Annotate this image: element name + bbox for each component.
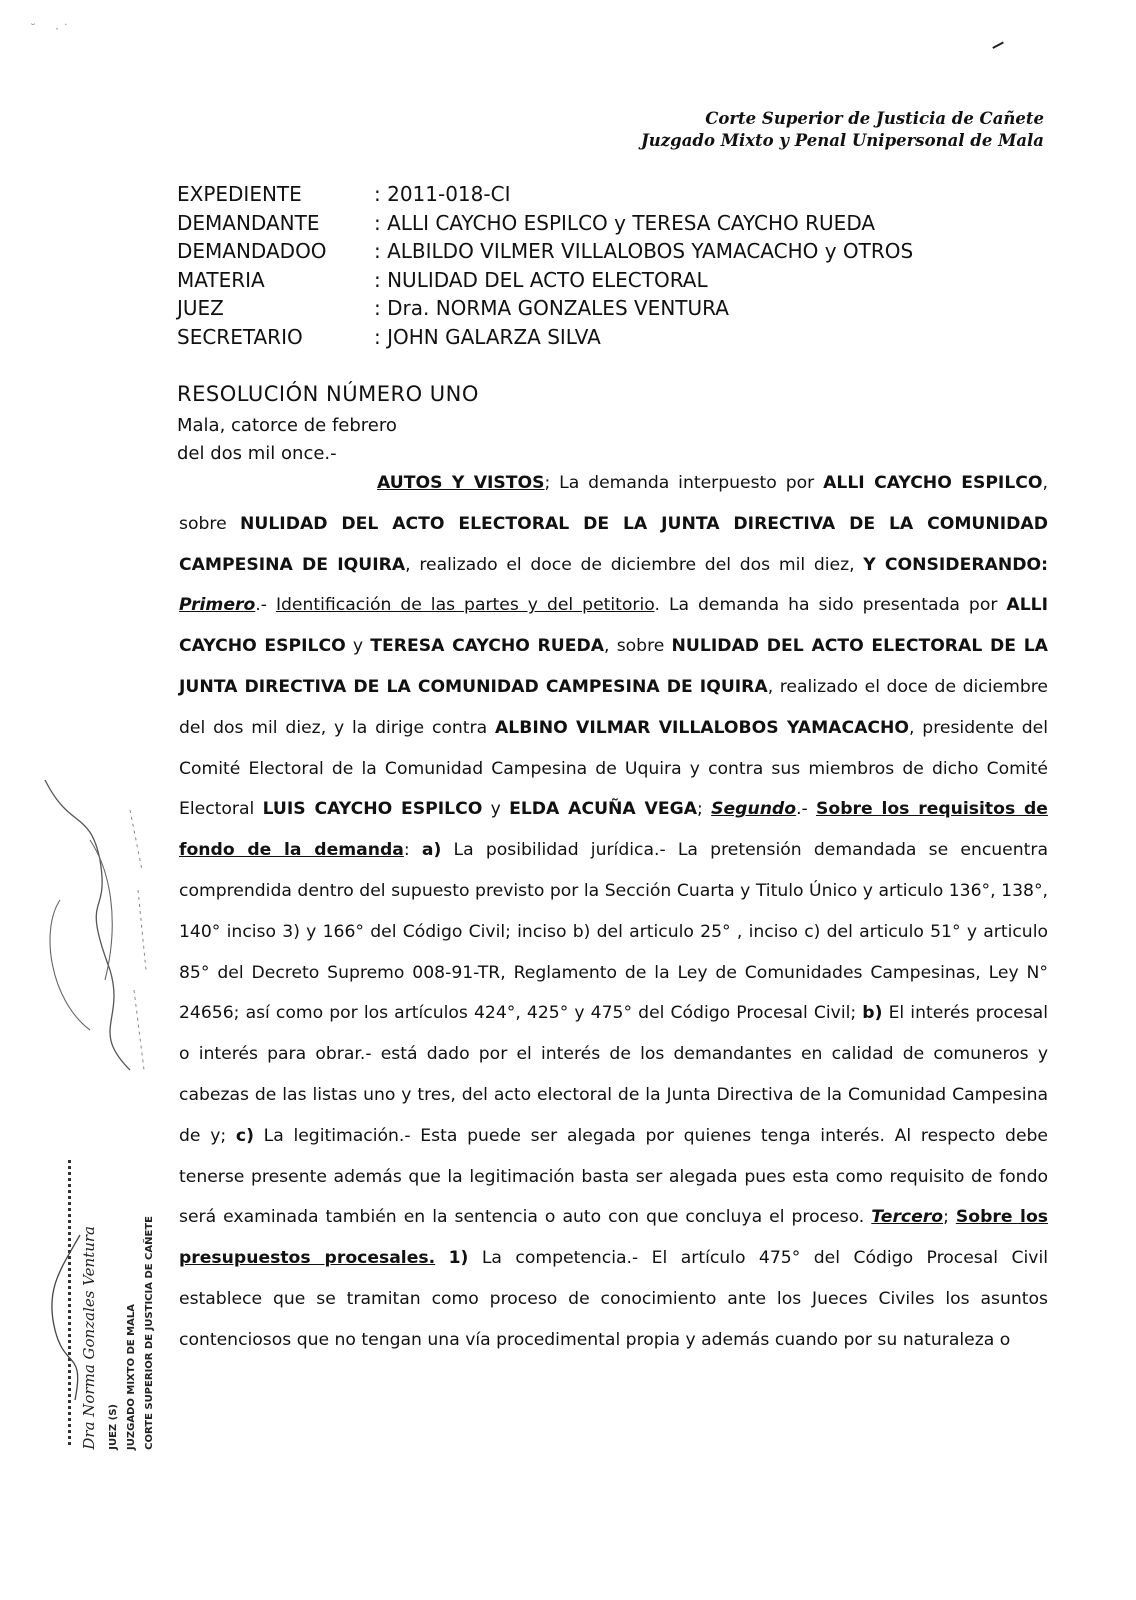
materia-text: NULIDAD DEL ACTO ELECTORAL DE LA JUNTA DIRECTIVA DE LA COMUNIDAD CAMPESINA DE IQUIRA [179, 513, 1048, 575]
caption-row-demandado [177, 237, 913, 266]
caption-label: DEMANDADOO [177, 239, 327, 263]
body-text: La competencia.- El artículo 475° del Código Procesal Civil establece que se tramitan como proceso de conocimiento ante los Jueces Civiles los asuntos contenciosos que no tengan una vía procedimental propia y además cuando por su naturaleza o [179, 1248, 1049, 1350]
item-marker: b) [862, 1003, 883, 1024]
item-marker: 1) [448, 1248, 469, 1269]
body-text: , presidente del Comité Electoral de la Comunidad Campesina de Uquira y contra sus miembros de dicho Comité Electoral [179, 717, 1048, 820]
caption-label: DEMANDANTE [177, 210, 320, 235]
tercero-subject: Sobre los presupuestos procesales. [179, 1207, 1048, 1269]
body-text [435, 1248, 448, 1268]
caption-value: : ALBILDO VILMER VILLALOBOS YAMACACHO y OTROS [374, 239, 914, 263]
body-text: y [345, 636, 371, 657]
segundo-subject: Sobre los requisitos de fondo de la demanda [179, 799, 1048, 861]
date-line-2: del dos mil once.- [177, 443, 337, 464]
signature-scribble [30, 770, 170, 1090]
autos-y-vistos: AUTOS Y VISTOS [377, 473, 545, 493]
juzgado-name: Juzgado Mixto y Penal Unipersonal de Mala [641, 131, 1044, 150]
caption-row-materia [177, 266, 913, 295]
item-marker: a) [421, 840, 442, 861]
party-name: ELDA ACUÑA VEGA [509, 799, 698, 820]
body-text: y [482, 799, 510, 820]
caption-label: SECRETARIO [177, 324, 303, 349]
body-text: , sobre [179, 473, 1048, 534]
resolution-title: RESOLUCIÓN NÚMERO UNO [177, 382, 479, 406]
stamp-court-name: CORTE SUPERIOR DE JUSTICIA DE CAÑETE [144, 1216, 155, 1450]
caption-value: : Dra. NORMA GONZALES VENTURA [374, 296, 729, 320]
judge-stamp [60, 1150, 180, 1450]
body-text: , realizado el doce de diciembre del dos mil diez, y la dirige contra [179, 676, 1048, 738]
body-text: ; [697, 799, 712, 820]
resolution-date [177, 412, 397, 468]
body-text: La legitimación.- Esta puede ser alegada por quienes tenga interés. Al respecto debe tenerse presente además que la legitimación basta ser alegada pues esta como requisito de fondo será examinada también en la sentencia o auto con que concluya el proceso. [179, 1125, 1048, 1228]
body-text: . La demanda ha sido presentada por [654, 595, 1007, 616]
body-text: La posibilidad jurídica.- La pretensión demandada se encuentra comprendida dentro del supuesto previsto por la Sección Cuarta y Titulo Único y articulo 136°, 138°, 140° inciso 3) y 166° del Código Civil; inciso b) del articulo 25° , inciso c) del articulo 51° y articulo 85° del Decreto Supremo 008-91-TR, Reglamento de la Ley de Comunidades Campesinas, Ley N° 24656; así como por los artículos 424°, 425° y 475° del Código Procesal Civil; [179, 840, 1048, 1024]
body-text: ; [943, 1207, 956, 1228]
body-text: , sobre [604, 636, 672, 657]
scan-specks: ˘ · ˙ [30, 22, 69, 36]
caption-label: EXPEDIENTE [177, 182, 302, 206]
caption-label: MATERIA [177, 267, 265, 292]
party-name: TERESA CAYCHO RUEDA [370, 636, 605, 657]
caption-row-demandante [177, 209, 913, 238]
stamp-court-unit: JUZGADO MIXTO DE MALA [126, 1304, 137, 1450]
caption-value: : JOHN GALARZA SILVA [374, 324, 601, 349]
considerando-heading: Y CONSIDERANDO: [863, 554, 1048, 575]
tercero-heading: Tercero [871, 1207, 944, 1228]
body-text: ; La demanda interpuesto por [544, 473, 824, 493]
party-name: ALLI CAYCHO ESPILCO [823, 473, 1043, 493]
primero-heading: Primero [179, 595, 256, 616]
body-text: .- [255, 595, 276, 616]
body-text: .- [796, 799, 817, 820]
body-text: El interés procesal o interés para obrar.- está dado por el interés de los demandantes en calidad de comuneros y cabezas de las listas uno y tres, del acto electoral de la Junta Directiva de la Comunidad Campesina de y; [179, 1003, 1048, 1146]
caption-value: : 2011-018-CI [374, 182, 511, 206]
body-text: : [403, 840, 422, 861]
scan-mark [992, 42, 1005, 53]
caption-value: : ALLI CAYCHO ESPILCO y TERESA CAYCHO RUEDA [374, 210, 876, 235]
court-name: Corte Superior de Justicia de Cañete [705, 109, 1044, 128]
item-marker: c) [235, 1125, 254, 1146]
court-header [641, 108, 1044, 152]
resolution-body [179, 463, 1048, 1361]
stamp-judge-title: JUEZ (S) [108, 1404, 119, 1450]
case-caption [177, 180, 913, 351]
stamp-judge-name: Dra Norma Gonzales Ventura [80, 1226, 98, 1450]
party-name: ALLI CAYCHO ESPILCO [179, 595, 1049, 657]
party-name: ALBINO VILMAR VILLALOBOS YAMACACHO [494, 717, 910, 738]
caption-row-expediente [177, 180, 913, 209]
primero-subject: Identificación de las partes y del petitorio [275, 595, 655, 616]
caption-row-secretario [177, 323, 913, 352]
materia-text: NULIDAD DEL ACTO ELECTORAL DE LA JUNTA DIRECTIVA DE LA COMUNIDAD CAMPESINA DE IQUIRA [179, 636, 1048, 697]
caption-value: : NULIDAD DEL ACTO ELECTORAL [374, 267, 708, 292]
date-line-1: Mala, catorce de febrero [177, 415, 397, 436]
body-text: , realizado el doce de diciembre del dos mil diez, [405, 554, 864, 575]
caption-row-juez [177, 294, 913, 323]
party-name: LUIS CAYCHO ESPILCO [262, 799, 483, 820]
segundo-heading: Segundo [711, 799, 797, 820]
caption-label: JUEZ [177, 296, 224, 320]
